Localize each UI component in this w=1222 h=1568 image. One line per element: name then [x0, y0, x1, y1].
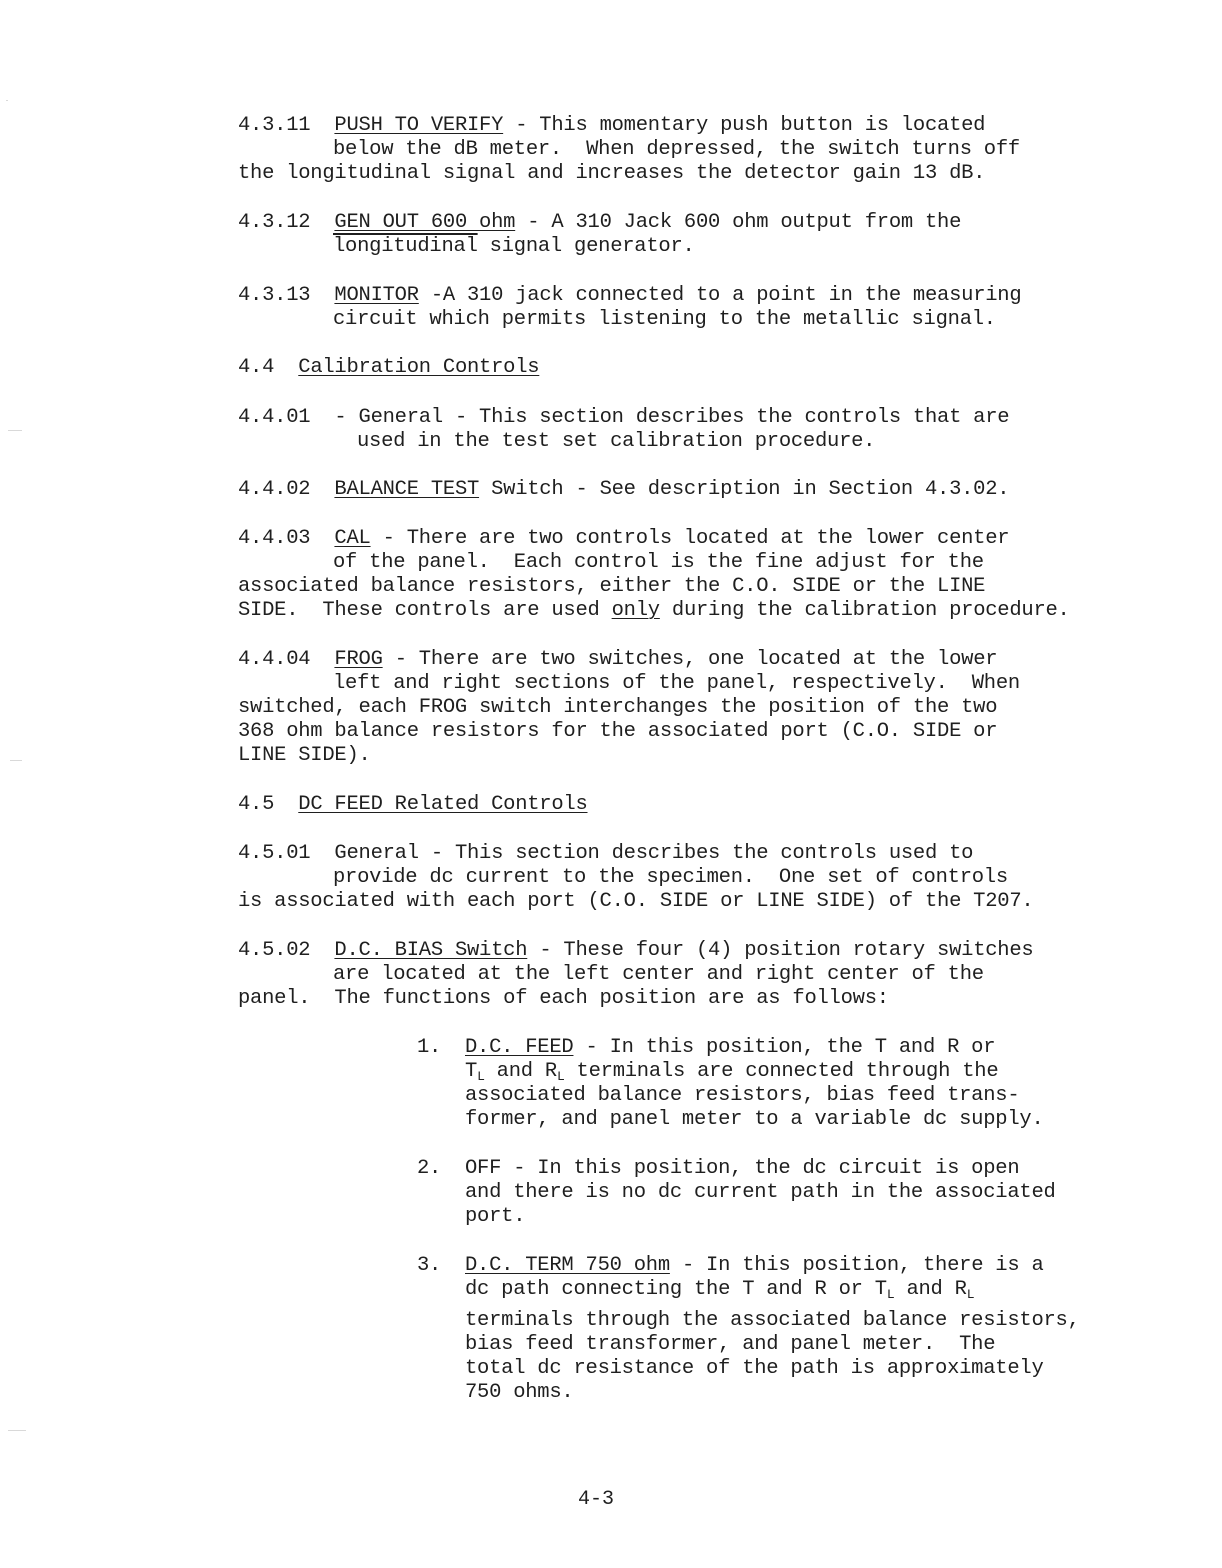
text: -A 310 jack connected to a point in the measuring — [418, 284, 1022, 307]
subscript: L — [477, 1069, 485, 1084]
list-item-3-line-2 — [465, 1278, 974, 1302]
section-4-4-04-line-3: switched, each FROG switch interchanges the position of the two — [238, 696, 998, 719]
text: - There are two controls located at the lower center — [370, 527, 1010, 550]
section-4-3-13-line-1 — [238, 284, 1021, 308]
control-name: BALANCE TEST — [334, 478, 480, 501]
text: General - This section describes the controls used to — [334, 842, 974, 865]
text: - In this position, the T and R or — [573, 1036, 996, 1059]
section-4-4-04-line-2: left and right sections of the panel, respectively. When — [333, 672, 1020, 695]
list-item-3-line-5: total dc resistance of the path is approximately — [465, 1357, 1044, 1380]
section-4-3-13-line-2: circuit which permits listening to the metallic signal. — [333, 308, 996, 331]
text: terminals are connected through the — [564, 1060, 999, 1083]
list-item-3-line-4: bias feed transformer, and panel meter. The — [465, 1333, 996, 1356]
list-item-3-line-3: terminals through the associated balance resistors, — [465, 1309, 1080, 1332]
section-4-3-11-line-1 — [238, 114, 985, 138]
section-4-4-03-line-4 — [238, 599, 1070, 623]
section-4-4-03-line-3: associated balance resistors, either the C.O. SIDE or the LINE — [238, 575, 986, 598]
section-4-5-02-line-1 — [238, 939, 1033, 963]
heading-4-4 — [238, 356, 539, 380]
section-number: 4.3.12 — [238, 211, 311, 234]
section-number: 4.5.02 — [238, 939, 311, 962]
scan-speck — [6, 100, 8, 101]
text: dc path connecting the T and R or T — [465, 1278, 887, 1301]
text: - This momentary push button is located — [503, 114, 986, 137]
section-4-4-03-line-1 — [238, 527, 1009, 551]
text: - There are two switches, one located at the lower — [382, 648, 998, 671]
section-4-4-02-line-1 — [238, 478, 1009, 502]
list-number-3: 3. — [417, 1254, 442, 1277]
section-4-4-03-line-2: of the panel. Each control is the fine adjust for the — [333, 551, 984, 574]
section-4-3-11-line-3: the longitudinal signal and increases the detector gain 13 dB. — [238, 162, 986, 185]
section-4-5-02-line-3: panel. The functions of each position are as follows: — [238, 987, 889, 1010]
section-number: 4.4.04 — [238, 648, 311, 671]
text: signal generator. — [477, 235, 695, 258]
list-item-1-line-1 — [465, 1036, 995, 1060]
text: - General - This section describes the controls that are — [334, 406, 1010, 429]
text: longitudinal — [333, 235, 478, 258]
section-number: 4.3.13 — [238, 284, 311, 307]
section-4-4-01-line-1 — [238, 406, 1009, 430]
text: Switch - See description in Section 4.3.02. — [479, 478, 1010, 501]
control-name: MONITOR — [334, 284, 419, 307]
section-number: 4.3.11 — [238, 114, 311, 137]
section-4-4-01-line-2: used in the test set calibration procedure. — [357, 430, 876, 453]
list-number-1: 1. — [417, 1036, 442, 1059]
list-item-2-line-1: OFF - In this position, the dc circuit is open — [465, 1157, 1020, 1180]
list-item-3-line-6: 750 ohms. — [465, 1381, 574, 1404]
section-number: 4.4.03 — [238, 527, 311, 550]
page-number: 4-3 — [578, 1488, 615, 1511]
list-item-1-line-2 — [465, 1060, 998, 1084]
text: - In this position, there is a — [669, 1254, 1044, 1277]
scan-speck — [8, 1430, 26, 1431]
subscript: L — [556, 1069, 565, 1084]
section-4-4-04-line-1 — [238, 648, 997, 672]
subscript: L — [886, 1287, 895, 1302]
section-4-3-12-line-2 — [333, 235, 695, 259]
control-name: PUSH TO VERIFY — [334, 114, 504, 137]
scan-speck — [10, 760, 22, 761]
section-number: 4.4 — [238, 356, 275, 379]
text: during the calibration procedure. — [659, 599, 1070, 622]
section-4-5-02-line-2: are located at the left center and right center of the — [333, 963, 984, 986]
heading-4-5 — [238, 793, 588, 817]
section-number: 4.5 — [238, 793, 275, 816]
section-4-4-04-line-5: LINE SIDE). — [238, 744, 371, 767]
text: and R — [484, 1060, 557, 1083]
text: T — [465, 1060, 478, 1083]
list-item-2-line-2: and there is no dc current path in the associated — [465, 1181, 1056, 1204]
subscript: L — [966, 1287, 975, 1302]
scan-speck — [8, 430, 22, 431]
section-4-3-11-line-2: below the dB meter. When depressed, the switch turns off — [333, 138, 1020, 161]
control-name: GEN OUT 600 ohm — [334, 211, 516, 234]
list-item-2-line-3: port. — [465, 1205, 526, 1228]
list-item-3-line-1 — [465, 1254, 1044, 1278]
section-number: 4.4.02 — [238, 478, 311, 501]
control-name: CAL — [334, 527, 371, 550]
control-name: D.C. BIAS Switch — [334, 939, 528, 962]
text: SIDE. These controls are used — [238, 599, 612, 622]
text: - A 310 Jack 600 ohm output from the — [515, 211, 962, 234]
section-4-4-04-line-4: 368 ohm balance resistors for the associated port (C.O. SIDE or — [238, 720, 998, 743]
text: and R — [894, 1278, 967, 1301]
section-4-5-01-line-3: is associated with each port (C.O. SIDE or LINE SIDE) of the T207. — [238, 890, 1034, 913]
section-number: 4.5.01 — [238, 842, 311, 865]
emphasis: only — [611, 599, 660, 622]
section-4-3-12-line-1 — [238, 211, 961, 235]
list-item-1-line-4: former, and panel meter to a variable dc supply. — [465, 1108, 1044, 1131]
section-heading: DC FEED Related Controls — [298, 793, 588, 816]
section-4-5-01-line-1 — [238, 842, 973, 866]
list-item-1-line-3: associated balance resistors, bias feed trans- — [465, 1084, 1020, 1107]
section-heading: Calibration Controls — [298, 356, 540, 379]
position-name: D.C. FEED — [465, 1036, 574, 1059]
text: - These four (4) position rotary switches — [527, 939, 1034, 962]
control-name: FROG — [334, 648, 383, 671]
section-number: 4.4.01 — [238, 406, 311, 429]
list-number-2: 2. — [417, 1157, 442, 1180]
position-name: D.C. TERM 750 ohm — [465, 1254, 670, 1277]
section-4-5-01-line-2: provide dc current to the specimen. One set of controls — [333, 866, 1008, 889]
